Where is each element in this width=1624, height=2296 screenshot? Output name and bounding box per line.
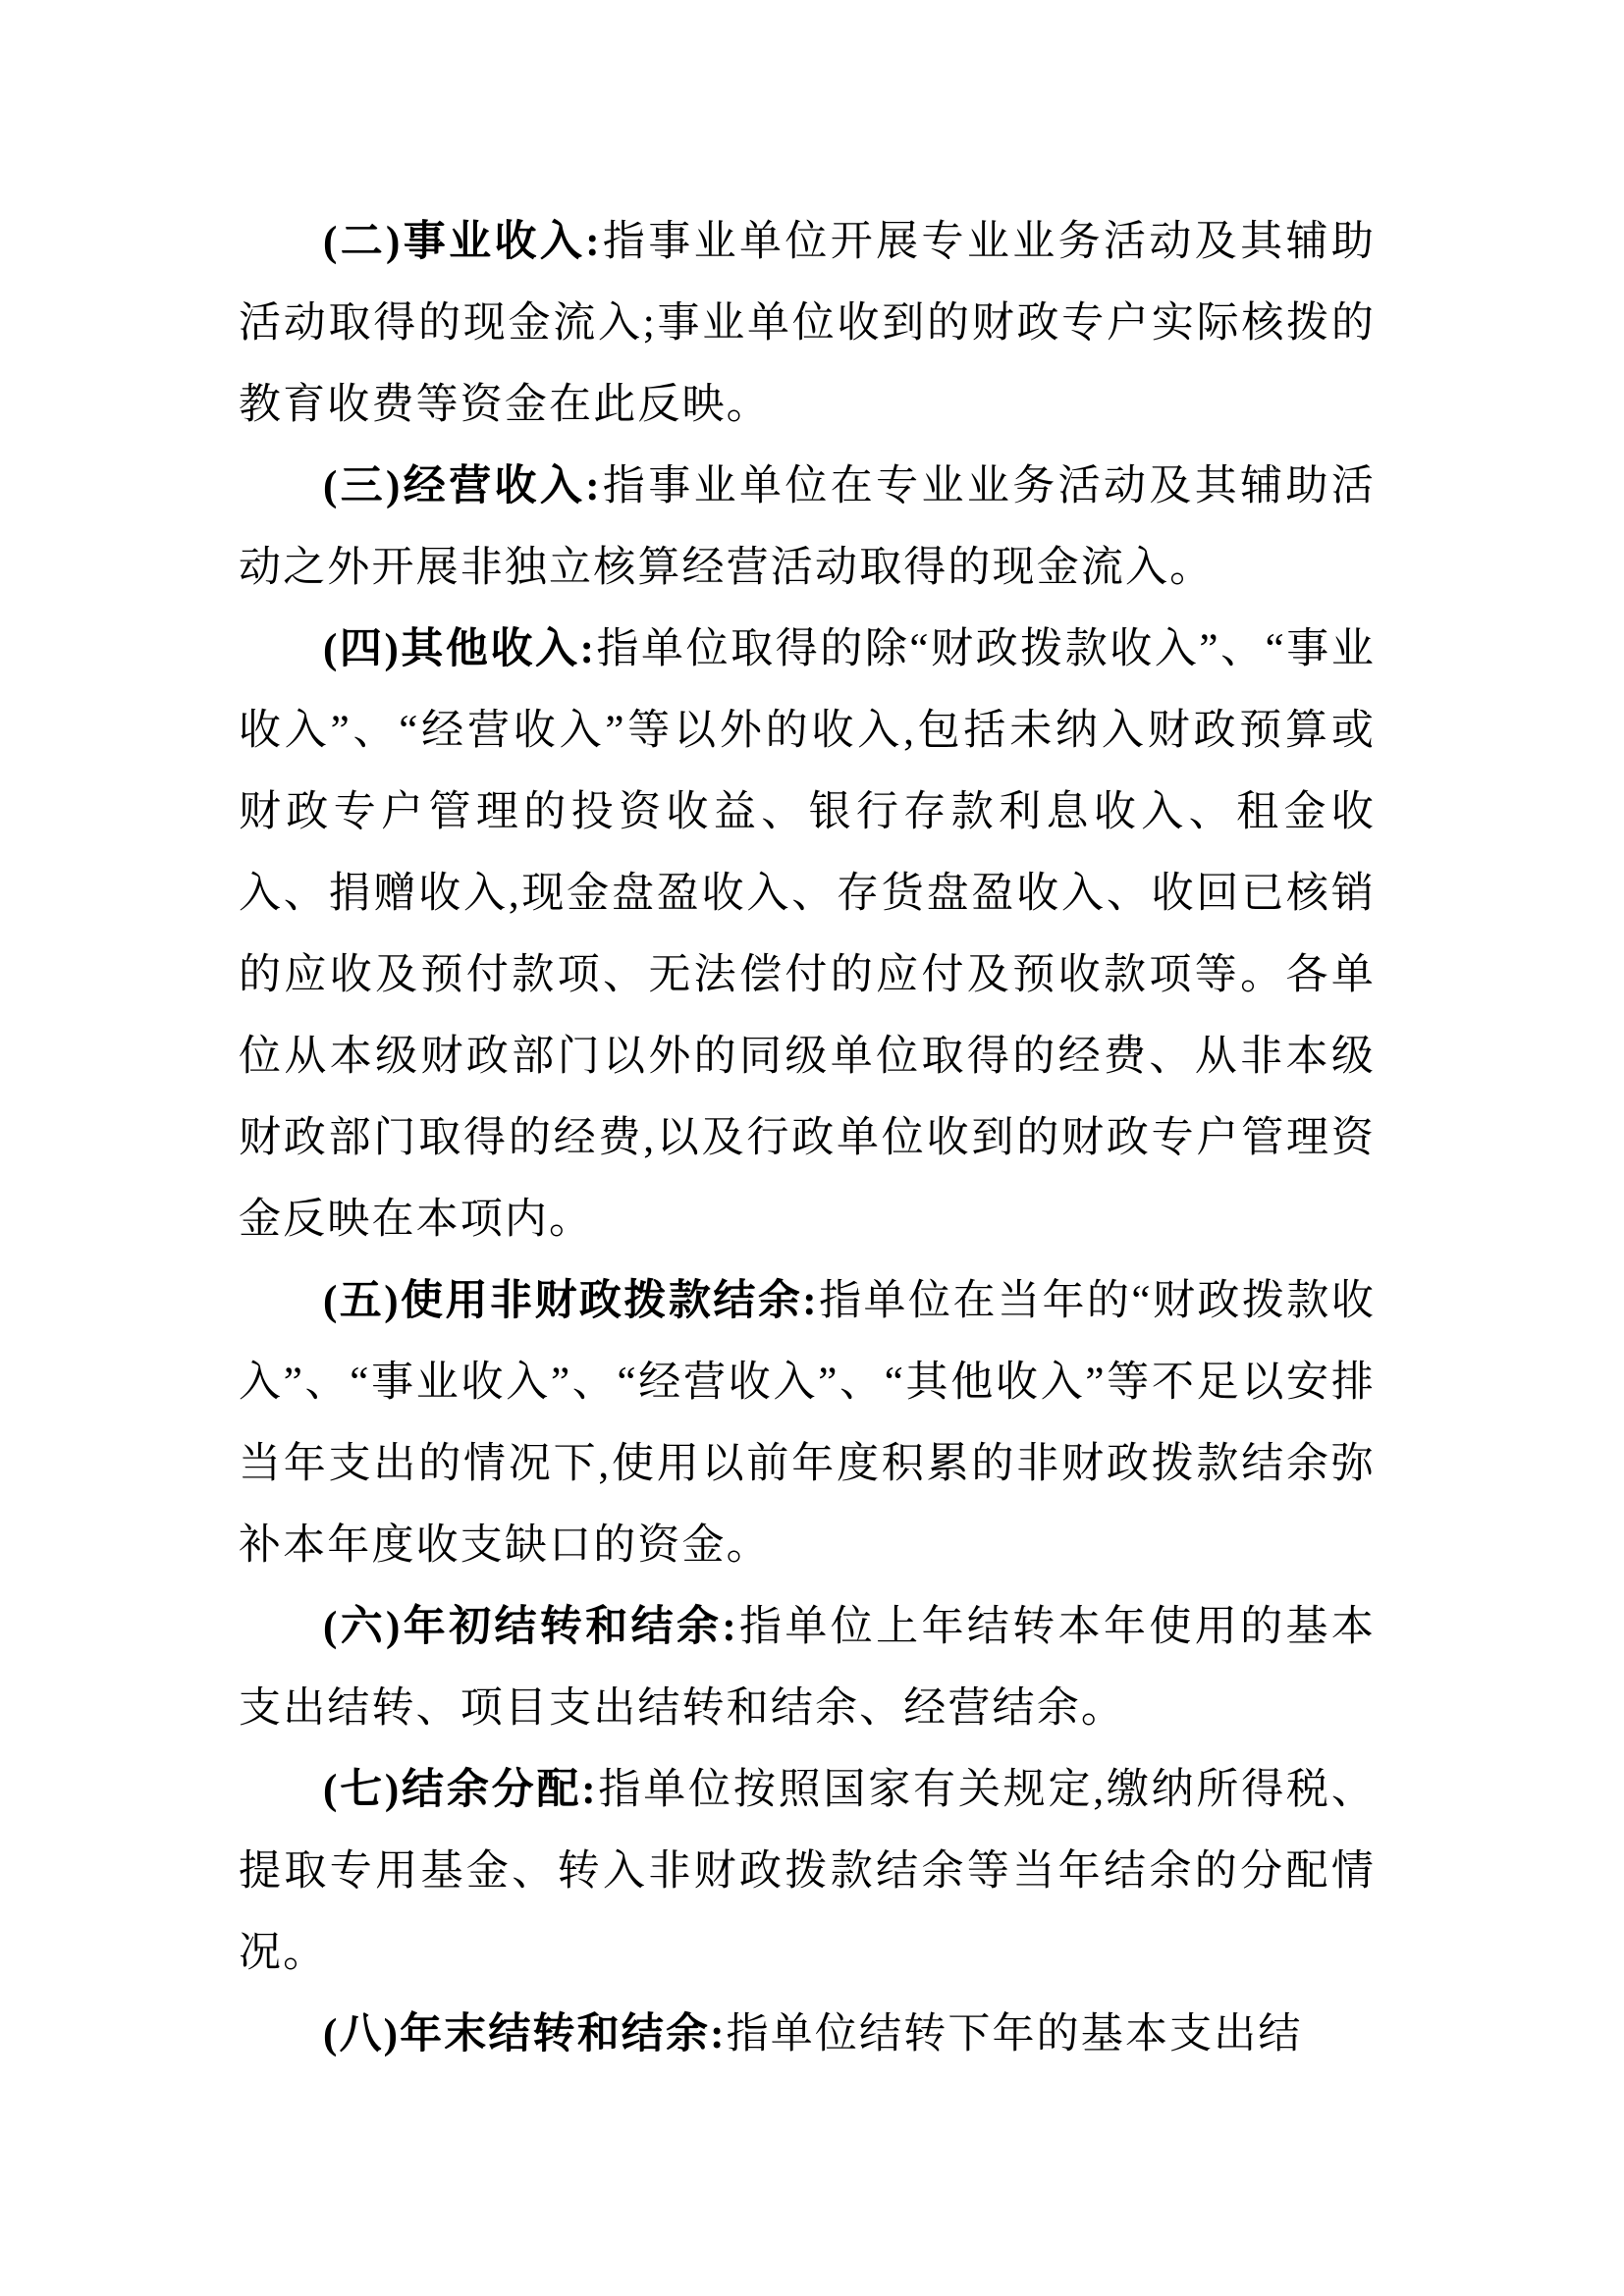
term-definition: 指单位上年结转本年使用的基本支出结转、项目支出结转和结余、经营结余。 bbox=[239, 1604, 1376, 1732]
definition-paragraph-jieyu-fenpei bbox=[239, 1749, 1376, 1994]
term-label: (八)年末结转和结余: bbox=[323, 2011, 727, 2057]
term-definition: 指单位按照国家有关规定,缴纳所得税、提取专用基金、转入非财政拨款结余等当年结余的分配情况。 bbox=[239, 1767, 1376, 1976]
term-definition: 指单位结转下年的基本支出结 bbox=[726, 2011, 1303, 2057]
definition-paragraph-jingying-shouru bbox=[239, 446, 1376, 609]
term-label: (六)年初结转和结余: bbox=[323, 1604, 738, 1650]
definition-paragraph-qita-shouru bbox=[239, 609, 1376, 1260]
term-definition: 指事业单位在专业业务活动及其辅助活动之外开展非独立核算经营活动取得的现金流入。 bbox=[239, 463, 1376, 591]
term-label: (二)事业收入: bbox=[323, 219, 602, 265]
definition-paragraph-nianchu-jiezhuan-jieyu bbox=[239, 1586, 1376, 1749]
term-label: (七)结余分配: bbox=[323, 1767, 598, 1813]
term-label: (三)经营收入: bbox=[323, 463, 602, 509]
definition-paragraph-shiye-shouru bbox=[239, 201, 1376, 446]
term-label: (五)使用非财政拨款结余: bbox=[323, 1278, 819, 1324]
term-definition: 指单位在当年的“财政拨款收入”、“事业收入”、“经营收入”、“其他收入”等不足以安排当年支出的情况下,使用以前年度积累的非财政拨款结余弥补本年度收支缺口的资金。 bbox=[239, 1278, 1376, 1569]
term-definition: 指事业单位开展专业业务活动及其辅助活动取得的现金流入;事业单位收到的财政专户实际核拨的教育收费等资金在此反映。 bbox=[239, 219, 1376, 428]
definition-paragraph-shiyong-feicaizheng-bokuan-jieyu bbox=[239, 1260, 1376, 1586]
term-label: (四)其他收入: bbox=[323, 626, 597, 672]
definition-paragraph-nianmo-jiezhuan-jieyu bbox=[239, 1994, 1376, 2075]
term-definition: 指单位取得的除“财政拨款收入”、“事业收入”、“经营收入”等以外的收入,包括未纳入财政预算或财政专户管理的投资收益、银行存款利息收入、租金收入、捐赠收入,现金盘盈收入、存货盘盈收入、收回已核销的应收及预付款项、无法偿付的应付及预收款项等。各单位从本级财政部门以外的同级单位取得的经费、从非本级财政部门取得的经费,以及行政单位收到的财政专户管理资金反映在本项内。 bbox=[239, 626, 1376, 1243]
